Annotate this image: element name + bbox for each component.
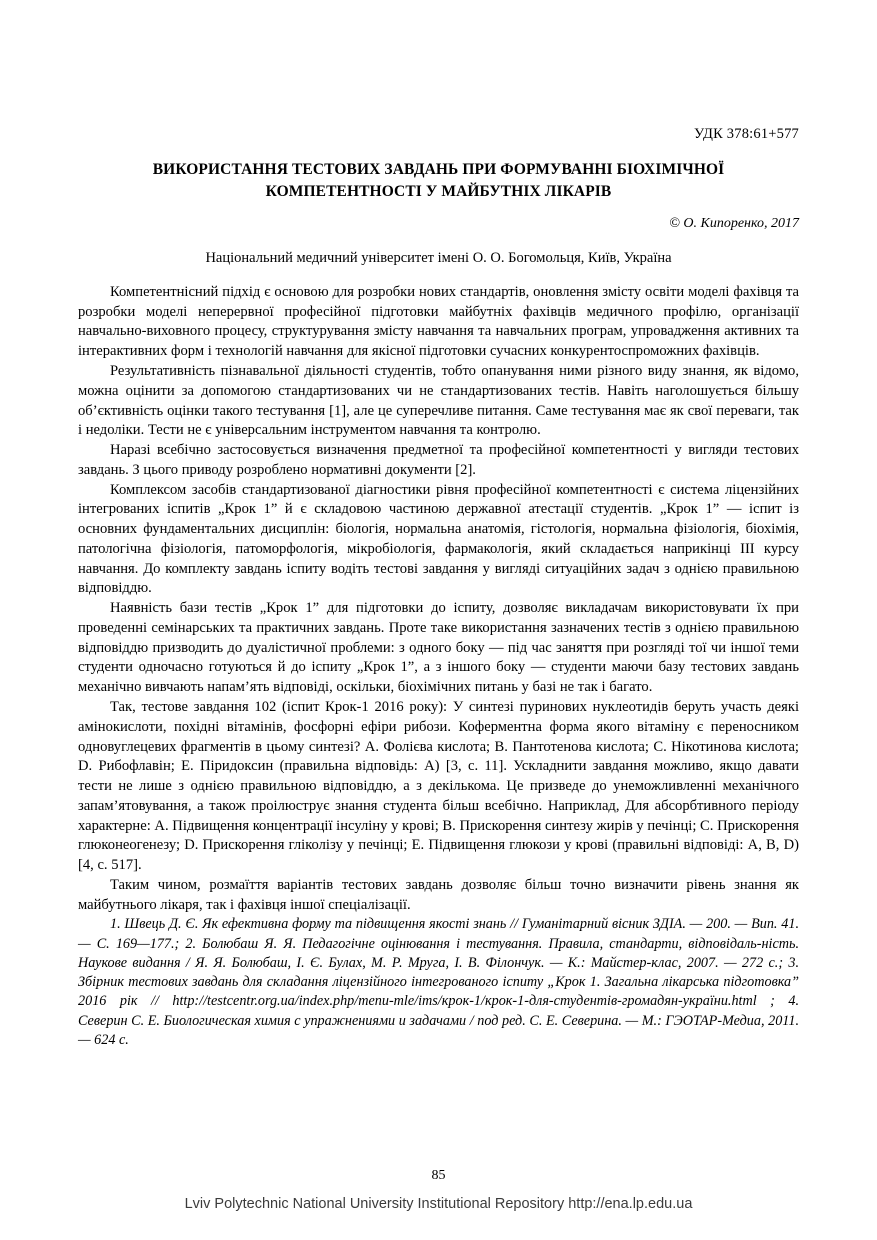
paragraph: Комплексом засобів стандартизованої діагностики рівня професійної компетентності є система ліцензійних інтегрованих іспитів „Крок 1” й є складовою частиною державної атестації студентів. „Крок 1” — іспит із основних фундаментальних дисциплін: біологія, нормальна анатомія, гістологія, нормальна фізіологія, біохімія, патологічна фізіологія, патоморфологія, мікробіологія, фармакологія, який складається наприкінці ІІІ курсу навчання. До комплекту завдань іспиту водіть тестові завдання у вигляді ситуаційних задач з однією правильною відповіддю.	[78, 481, 799, 597]
page-content	[78, 0, 799, 1050]
body-text	[78, 283, 799, 1050]
paragraph: Компетентнісний підхід є основою для розробки нових стандартів, оновлення змісту освіти моделі фахівця та розробки моделі неперервної професійної підготовки майбутніх фахівців медичного профілю, організації навчально-виховного процесу, структурування змісту навчання та навчальних програм, упровадження активних та інтерактивних форм і технологій навчання для якісної підготовки сучасних конкурентоспроможних фахівців.	[78, 283, 799, 360]
udc-code: УДК 378:61+577	[694, 126, 799, 142]
paragraph: Таким чином, розмаїття варіантів тестових завдань дозволяє більш точно визначити рівень знання як майбутнього лікаря, так і фахівця іншої спеціалізації.	[78, 876, 799, 913]
paragraph: Наразі всебічно застосовується визначення предметної та професійної компетентності у вигляди тестових завдань. З цього приводу розроблено нормативні документи [2].	[78, 442, 799, 478]
paragraph: Результативність пізнавальної діяльності студентів, тобто опанування ними різного виду знання, як відомо, можна оцінити за допомогою стандартизованих чи не стандартизованих тестів. Навіть наголошується більшу об’єктивність оцінки такого тестування [1], але це суперечливе питання. Саме тестування має як свої переваги, так і недоліки. Тести не є універсальним інструментом навчання та контролю.	[78, 363, 799, 439]
page-number: 85	[431, 1168, 446, 1183]
references-list: 1. Швець Д. Є. Як ефективна форму та підвищення якості знань // Гуманітарний вісник ЗДІА. — 200. — Вип. 41. — С. 169—177.; 2. Болюбаш Я. Я. Педагогічне оцінювання і тестування. Правила, стандарти, відповідаль-ність. Наукове видання / Я. Я. Болюбаш, І. Є. Булах, М. Р. Мруга, І. В. Філончук. — К.: Майстер-клас, 2007. — 272 с.; 3. Збірник тестових завдань для складання ліцензійного інтегрованого іспиту „Крок 1. Загальна лікарська підготовка” 2016 рік // http://testcentr.org.ua/index.php/menu-mle/ims/крок-1/крок-1-для-студентів-громадян-україни.html ; 4. Северин С. Е. Биологическая химия с упражнениями и задачами / под ред. С. Е. Северина. — М.: ГЭОТАР-Медиа, 2011. — 624 с.	[78, 916, 799, 1048]
paragraph: Наявність бази тестів „Крок 1” для підготовки до іспиту, дозволяє викладачам використовувати їх при проведенні семінарських та практичних завдань. Проте таке використання зазначених тестів з однією правильною відповіддю призводить до дуалістичної проблеми: з одного боку — під час заняття при розгляді тої чи іншої теми студенти одночасно готуються й до іспиту „Крок 1”, а з іншого боку — студенти маючи базу тестових завдань механічно вивчають напам’ять відповіді, оскільки, біохімічних питань у базі не так і багато.	[78, 600, 799, 696]
affiliation-line: Національний медичний університет імені О. О. Богомольця, Київ, Україна	[205, 249, 672, 266]
copyright-line: © О. Кипоренко, 2017	[669, 215, 799, 231]
repository-footer: Lviv Polytechnic National University Institutional Repository http://ena.lp.edu.ua	[184, 1196, 693, 1212]
paragraph: Так, тестове завдання 102 (іспит Крок-1 2016 року): У синтезі пуринових нуклеотидів беруть участь деякі амінокислоти, похідні вітамінів, фосфорні ефіри рибози. Коферментна форма якого вітаміну є переносником одновуглецевих фрагментів в цьому синтезі? А. Фолієва кислота; В. Пантотенова кислота; С. Нікотинова кислота; D. Рибофлавін; Е. Піридоксин (правильна відповідь: А) [3, с. 11]. Ускладнити завдання можливо, якщо давати тести не лише з однією правильною відповіддю, а з декількома. Це призведе до унеможливленні механічного запам’ятовування, а також проілюструє знання студента більш всебічно. Наприклад, Для абсорбтивного періоду характерне: А. Підвищення концентрації інсуліну у крові; В. Прискорення синтезу жирів у печінці; С. Прискорення глюконеогенезу; D. Прискорення гліколізу у печінці; Е. Підвищення глюкози у крові (правильні відповіді: А, В, D) [4, с. 517].	[78, 699, 799, 874]
page-title: ВИКОРИСТАННЯ ТЕСТОВИХ ЗАВДАНЬ ПРИ ФОРМУВАННІ БІОХІМІЧНОЇ КОМПЕТЕНТНОСТІ У МАЙБУТНІХ ЛІКАРІВ	[152, 161, 725, 201]
